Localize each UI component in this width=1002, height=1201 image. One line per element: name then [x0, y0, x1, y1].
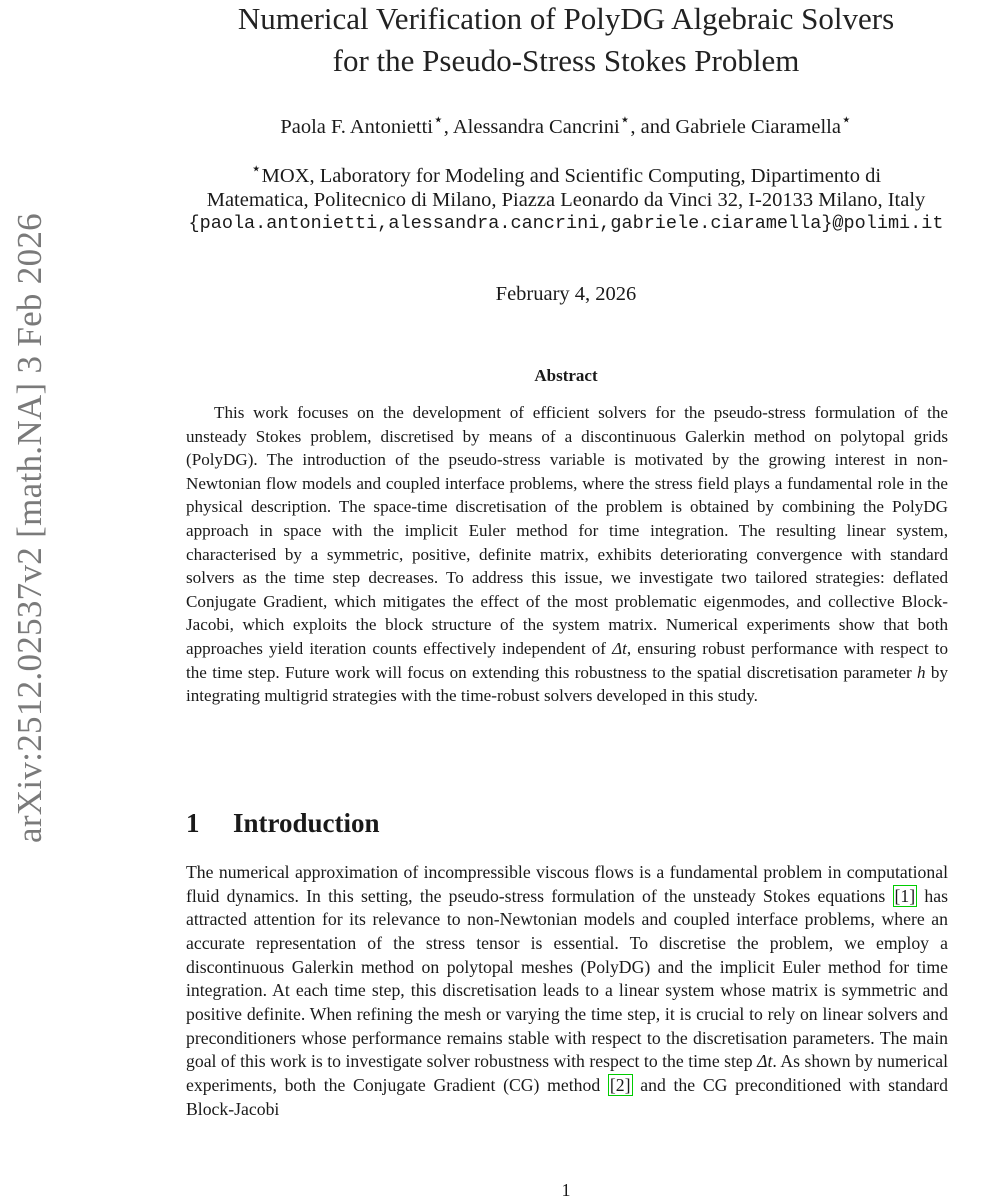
author-1: Paola F. Antonietti [280, 115, 434, 138]
section-title: Introduction [233, 808, 380, 838]
title-line-2: for the Pseudo-Stress Stokes Problem [332, 43, 800, 78]
math-h: h [917, 662, 926, 682]
arxiv-identifier [0, 0, 60, 1200]
introduction-text: The numerical approximation of incompressible viscous flows is a fundamental problem in computational fluid dynamics. In this setting, the pseudo-stress formulation of the unsteady Stokes equations [1] has attracted attention for its relevance to non-Newtonian models and coupled interface problems, where an accurate representation of the stress tensor is essential. To discretise the problem, we employ a discontinuous Galerkin method on polytopal meshes (PolyDG) and the implicit Euler method for time integration. At each time step, this discretisation leads to a linear system whose matrix is symmetric and positive definite. When refining the mesh or varying the time step, it is crucial to rely on linear solvers and preconditioners whose performance remains stable with respect to the discretisation parameters. The main goal of this work is to investigate solver robustness with respect to the time step Δt. As shown by numerical experiments, both the Conjugate Gradient (CG) method [2] and the CG preconditioned with standard Block-Jacobi [186, 862, 948, 1119]
affiliation [130, 157, 1002, 236]
affiliation-line-1: ⋆MOX, Laboratory for Modeling and Scientific Computing, Dipartimento di [250, 159, 882, 187]
math-delta-t: Δt [757, 1051, 773, 1072]
citation-link-1[interactable]: [1] [894, 885, 916, 906]
author-3: Gabriele Ciaramella [675, 115, 841, 138]
section-number: 1 [186, 808, 200, 838]
title-line-1: Numerical Verification of PolyDG Algebraic Solvers [237, 1, 895, 36]
author-emails: {paola.antonietti,alessandra.cancrini,gabriele.ciaramella}@polimi.it [188, 212, 944, 234]
author-1-mark: ⋆ [433, 110, 444, 129]
paper-title [130, 0, 1002, 82]
abstract-heading: Abstract [534, 366, 598, 385]
section-heading [186, 808, 380, 839]
author-3-mark: ⋆ [840, 110, 852, 129]
author-2: Alessandra Cancrini [452, 115, 620, 138]
author-list: Paola F. Antonietti⋆, Alessandra Cancrini⋆, and Gabriele Ciaramella⋆ [280, 110, 852, 138]
affiliation-line-2: Matematica, Politecnico di Milano, Piazza Leonardo da Vinci 32, I-20133 Milano, Italy [206, 188, 926, 211]
math-delta-t: Δt [612, 638, 627, 658]
abstract-text: This work focuses on the development of efficient solvers for the pseudo-stress formulation of the unsteady Stokes problem, discretised by means of a discontinuous Galerkin method on polytopal grids (PolyDG). The introduction of the pseudo-stress variable is motivated by the growing interest in non-Newtonian flow models and coupled interface problems, where the stress field plays a fundamental role in the physical description. The space-time discretisation of the problem is obtained by combining the PolyDG approach in space with the implicit Euler method for time integration. The resulting linear system, characterised by a symmetric, positive, definite matrix, exhibits deteriorating convergence with standard solvers as the time step decreases. To address this issue, we investigate two tailored strategies: deflated Conjugate Gradient, which mitigates the effect of the most problematic eigenmodes, and collective Block-Jacobi, which exploits the block structure of the system matrix. Numerical experiments show that both approaches yield iteration counts effectively independent of Δt, ensuring robust performance with respect to the time step. Future work will focus on extending this robustness to the spatial discretisation parameter h by integrating multigrid strategies with the time-robust solvers developed in this study. [186, 403, 949, 706]
author-2-mark: ⋆ [619, 110, 631, 129]
page-number: 1 [561, 1180, 571, 1200]
citation-link-2[interactable]: [2] [609, 1074, 631, 1095]
arxiv-identifier-text: arXiv:2512.02537v2 [math.NA] 3 Feb 2026 [10, 213, 49, 843]
publication-date: February 4, 2026 [495, 283, 637, 305]
